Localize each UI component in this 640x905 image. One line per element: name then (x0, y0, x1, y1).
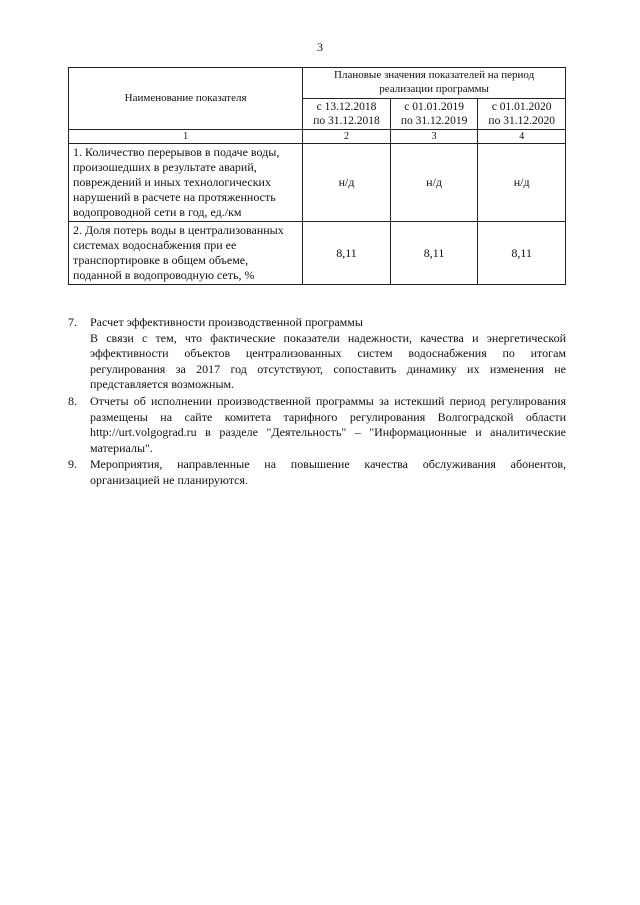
header-planned-values: Плановые значения показателей на период реализации программы (303, 68, 566, 99)
indicator-value: 8,11 (390, 222, 478, 285)
period-end: по 31.12.2020 (488, 114, 555, 127)
indicator-value: н/д (390, 144, 478, 222)
section-text: В связи с тем, что фактические показатели надежности, качества и энергетической эффективности объектов централизованных систем водоснабжения по итогам регулирования за 2017 год отсутствуют, сопоставить динамику их изменения не представляется возможным. (90, 330, 566, 392)
indicator-name: 2. Доля потерь воды в централизованных системах водоснабжения при ее транспортировке в общем объеме, поданной в водопроводную сеть, % (69, 222, 303, 285)
section-text: Мероприятия, направленные на повышение качества обслуживания абонентов, организацией не планируются. (90, 457, 566, 487)
section-body (90, 394, 566, 456)
indicator-value: н/д (303, 144, 391, 222)
table-header-row (69, 68, 566, 99)
section-body (90, 457, 566, 488)
page-number: 3 (317, 40, 323, 54)
column-number: 3 (390, 130, 478, 144)
column-number: 4 (478, 130, 566, 144)
column-number: 2 (303, 130, 391, 144)
period-header (478, 98, 566, 130)
period-end: по 31.12.2019 (400, 114, 468, 127)
section-8 (68, 394, 566, 456)
indicator-value: 8,11 (478, 222, 566, 285)
period-header (390, 98, 478, 130)
document-sections (68, 315, 566, 490)
column-number-row (69, 130, 566, 144)
period-header (303, 98, 391, 130)
period-start: с 13.12.2018 (316, 100, 377, 113)
section-7 (68, 315, 566, 393)
section-number: 9. (68, 457, 77, 472)
section-text: Отчеты об исполнении производственной программы за истекший период регулирования размещены на сайте комитета тарифного регулирования Волгоградской области http://urt.volgograd.ru в разделе "Деятельность" – "Информационные и аналитические материалы". (90, 393, 566, 455)
indicators-table (68, 67, 566, 285)
section-title: Расчет эффективности производственной программы (90, 315, 363, 329)
indicator-value: 8,11 (303, 222, 391, 285)
section-number: 8. (68, 393, 77, 408)
column-number: 1 (69, 130, 303, 144)
period-start: с 01.01.2020 (491, 100, 552, 113)
table-row (69, 222, 566, 285)
section-9 (68, 457, 566, 488)
table-row (69, 144, 566, 222)
indicator-value: н/д (478, 144, 566, 222)
period-start: с 01.01.2019 (404, 100, 464, 113)
section-number: 7. (68, 315, 77, 329)
header-indicator-name: Наименование показателя (69, 68, 303, 130)
indicator-name: 1. Количество перерывов в подаче воды, произошедших в результате аварий, повреждений и иных технологических нарушений в расчете на протяженность водопроводной сети в год, ед./км (69, 144, 303, 222)
section-body (90, 315, 566, 393)
period-end: по 31.12.2018 (313, 114, 380, 127)
